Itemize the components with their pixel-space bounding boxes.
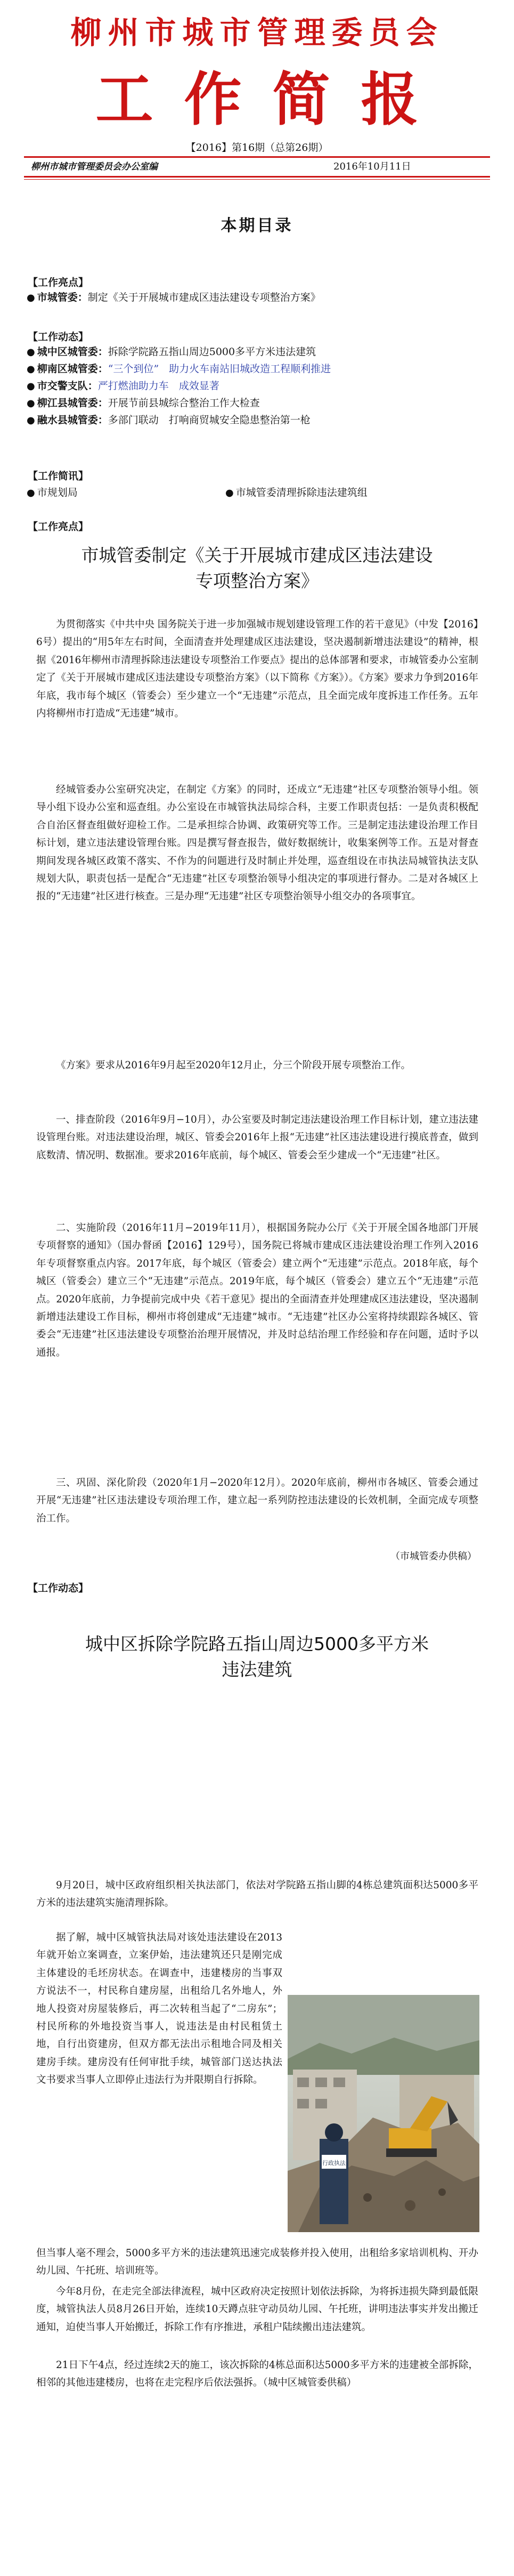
article-title-line: 市城管委制定《关于开展城市建成区违法建设 (81, 545, 433, 566)
toc-item-text: 严打燃油助力车 成效显著 (97, 380, 219, 392)
article-signoff: （市城管委办供稿） (390, 1551, 477, 1562)
toc-item-org: 柳南区城管委： (37, 363, 108, 375)
article-title-line: 城中区拆除学院路五指山周边5000多平方米 (85, 1633, 429, 1654)
bullet-icon: ● (27, 292, 35, 303)
bullet-icon: ● (27, 347, 35, 358)
photo-caption-label: 行政执法 (322, 2160, 346, 2167)
article-title (0, 1631, 514, 1683)
bullet-icon: ● (225, 487, 234, 498)
toc-section-label: 【工作简讯】 (28, 470, 89, 482)
toc-item[interactable] (225, 486, 368, 500)
toc-item[interactable] (27, 486, 78, 500)
toc-heading: 本期目录 (221, 216, 293, 235)
bullet-icon: ● (27, 487, 35, 498)
toc-item-text: 市规划局 (37, 487, 78, 498)
bullet-icon: ● (27, 398, 35, 409)
toc-item-text: 多部门联动 打响商贸城安全隐患整治第一枪 (108, 414, 311, 426)
toc-item-text: 开展节前县城综合整治工作大检查 (108, 397, 260, 409)
toc-item-org: 融水县城管委： (37, 414, 108, 426)
toc-item-text: 制定《关于开展城市建成区违法建设专项整治方案》 (87, 292, 321, 303)
issue-number: 【2016】第16期（总第26期） (185, 142, 329, 154)
article-title-line: 违法建筑 (222, 1659, 292, 1680)
issue-date: 2016年10月11日 (333, 161, 411, 172)
article-paragraph: 据了解，城中区城管执法局对该处违法建设在2013年就开始立案调查，立案伊始，违法建筑还只是刚完成主体建设的毛坯房状态。在调查中，违建楼房的当事双方说法不一，村民称自建房屋，出租给几名外地人，外地人投资对房屋装修后，再二次转租当起了“二房东”；村民所称的外地投资当事人，说违法是由村民租赁土地，自行出资建房，但双方都无法出示租地合同及相关建房手续。建房没有任何审批手续，城管部门送达执法文书要求当事人立即停止违法行为并限期自行拆除。 (36, 1932, 282, 2086)
article-paragraph: 9月20日，城中区政府组织相关执法部门，依法对学院路五指山脚的4栋总建筑面积达5000多平方米的违法建筑实施清理拆除。 (36, 1880, 478, 1909)
masthead-rule-bottom-1 (24, 176, 490, 178)
toc-item-org: 城中区城管委： (37, 346, 108, 358)
toc-item[interactable] (27, 397, 260, 410)
toc-section-label: 【工作亮点】 (28, 277, 89, 288)
masthead-rule-bottom-2 (24, 179, 490, 180)
toc-section-label: 【工作动态】 (28, 331, 89, 343)
bullet-icon: ● (27, 364, 35, 375)
toc-item[interactable] (27, 291, 321, 304)
bullet-icon: ● (27, 381, 35, 392)
article-title (0, 543, 514, 594)
article-paragraph: 一、排查阶段（2016年9月−10月），办公室要及时制定违法建设治理工作目标计划，建立违法建设管理台账。对违法建设治理，城区、管委会2016年上报“无违建”社区违法建设进行摸底普查，做到底数清、情况明、数据准。要求2016年底前，每个城区、管委会至少建成一个“无违建”社区。 (36, 1114, 478, 1161)
toc-item-text: 拆除学院路五指山周边5000多平方米违法建筑 (108, 346, 316, 358)
bullet-icon: ● (27, 415, 35, 426)
toc-item[interactable] (27, 380, 219, 393)
toc-item-text: 市城管委清理拆除违法建筑组 (235, 487, 368, 498)
article-section-label: 【工作动态】 (28, 1582, 89, 1594)
article-paragraph: 21日下午4点，经过连续2天的施工，该次拆除的4栋总面积达5000多平方米的违建被全部拆除，相邻的其他违建楼房，也将在走完程序后依法强拆。（城中区城管委供稿） (36, 2360, 478, 2389)
toc-item-text: “三个到位” 助力火车南站旧城改造工程顺利推进 (108, 363, 331, 375)
toc-item[interactable] (27, 345, 316, 359)
article-paragraph: 今年8月份，在走完全部法律流程，城中区政府决定按照计划依法拆除，为将拆违损失降到最低限度，城管执法人员8月26日开始，连续10天蹲点驻守动员幼儿园、午托班，讲明违法事实并发出搬迁通知，迫使当事人开始搬迁，拆除工作有序推进，承租户陆续搬出违法建筑。 (36, 2286, 478, 2333)
article-section-label: 【工作亮点】 (28, 521, 89, 533)
article-paragraph: 经城管委办公室研究决定，在制定《方案》的同时，还成立“无违建”社区专项整治领导小组。领导小组下设办公室和巡查组。办公室设在市城管执法局综合科，主要工作职责包括：一是负责积极配合自治区督查组做好迎检工作。二是承担综合协调、政策研究等工作。三是制定违法建设治理工作目标计划，建立违法建设管理台账。四是撰写督查报告，做好数据统计，收集案例等工作。五是对督查期间发现各城区政策不落实、不作为的问题进行及时制止并处理，巡查组设在市执法局城管执法支队规划大队，职责包括一是配合“无违建”社区专项整治领导小组决定的事项进行督办。二是对各城区上报的“无违建”社区进行核查。三是办理“无违建”社区专项整治领导小组交办的各项事宜。 (36, 784, 478, 903)
article-paragraph: 二、实施阶段（2016年11月−2019年11月），根据国务院办公厅《关于开展全国各地部门开展专项督察的通知》（国办督函【2016】129号），国务院已将城市建成区违法建设治理工作列入2016年专项督察重点内容。2017年底，每个城区（管委会）建立两个“无违建”示范点。2018年底，每个城区（管委会）建立三个“无违建”示范点。2019年底，每个城区（管委会）建立五个“无违建”示范点。2020年底前，力争提前完成中央《若干意见》提出的全面清查并处理建成区违法建设，坚决遏制新增违法建设工作目标，柳州市将创建成“无违建”城市。“无违建”社区办公室将持续跟踪各城区、管委会“无违建”社区违法建设专项整治治理开展情况，并及时总结治理工作经验和存在问题，适时予以通报。 (36, 1222, 478, 1358)
masthead-rule-top (24, 156, 490, 158)
article-paragraph: 三、巩固、深化阶段（2020年1月−2020年12月）。2020年底前，柳州市各城区、管委会通过开展“无违建”社区违法建设专项治理工作，建立起一系列防控违法建设的长效机制，全面完成专项整治工作。 (36, 1477, 478, 1524)
article-paragraph: 为贯彻落实《中共中央 国务院关于进一步加强城市规划建设管理工作的若干意见》（中发【2016】6号）提出的“用5年左右时间，全面清查并处理建成区违法建设，坚决遏制新增违法建设”的精神，根据《2016年柳州市清理拆除违法建设专项整治工作要点》提出的总体部署和要求，市城管委办公室制定了《关于开展城市建成区违法建设专项整治方案》（以下简称《方案》）。《方案》要求力争到2016年年底，我市每个城区（管委会）至少建立一个“无违建”示范点，且全面完成年度拆违工作任务。五年内将柳州市打造成“无违建”城市。 (36, 619, 478, 720)
article-title-line: 专项整治方案》 (195, 570, 319, 591)
demolition-photo (288, 1995, 479, 2232)
article-paragraph: 但当事人毫不理会，5000多平方米的违法建筑迅速完成装修并投入使用，出租给多家培训机构、开办幼儿园、午托班、培训班等。 (36, 2248, 478, 2277)
toc-item[interactable] (27, 414, 311, 427)
masthead-title: 工作简报 (95, 67, 450, 133)
masthead-org-name: 柳州市城市管理委员会 (70, 14, 444, 51)
article-paragraph: 《方案》要求从2016年9月起至2020年12月止，分三个阶段开展专项整治工作。 (56, 1060, 411, 1071)
toc-item-org: 市城管委： (37, 292, 88, 303)
toc-item[interactable] (27, 363, 331, 376)
toc-item-org: 市交警支队： (37, 380, 98, 392)
publisher: 柳州市城市管理委员会办公室编 (31, 162, 158, 172)
toc-item-org: 柳江县城管委： (37, 397, 108, 409)
